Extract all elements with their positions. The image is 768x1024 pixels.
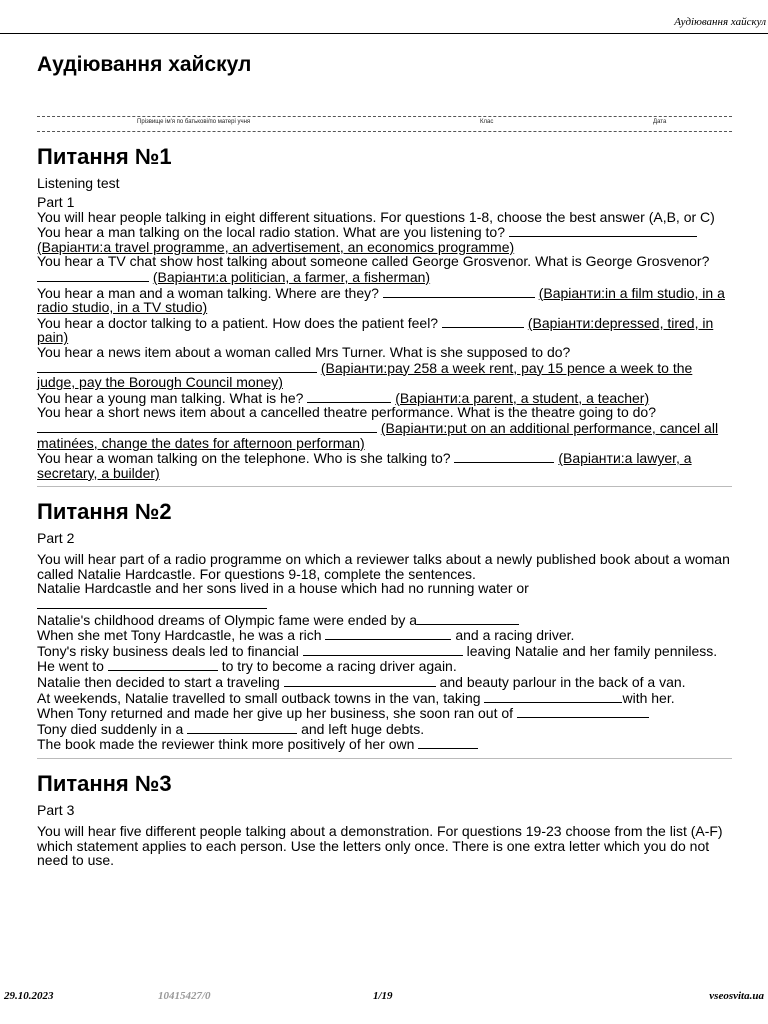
list-item <box>37 254 732 284</box>
answer-blank[interactable] <box>37 360 317 373</box>
answer-blank[interactable] <box>187 721 297 734</box>
question-divider <box>37 486 732 487</box>
sentence-start: When Tony returned and made her give up her business, she soon ran out of <box>37 705 514 722</box>
sentence-end: and left huge debts. <box>301 720 425 737</box>
sentence-end: and beauty parlour in the back of a van. <box>439 674 686 691</box>
running-header-title: Аудіювання хайскул <box>674 16 766 28</box>
answer-options: (Варіанти:a parent, a student, a teacher) <box>395 389 650 406</box>
answer-options: (Варіанти:pay 258 a week rent, pay 15 pence a week to the judge, pay the Borough Council money) <box>37 359 693 391</box>
sentence-start: He went to <box>37 658 104 675</box>
sentence-start: Tony's risky business deals led to financial <box>37 642 299 659</box>
answer-options: (Варіанти:a lawyer, a secretary, a builder) <box>37 450 692 481</box>
list-item <box>37 581 732 611</box>
answer-options: (Варіанти:a travel programme, an advertisement, an economics programme) <box>37 238 515 255</box>
student-name-label: Прізвище ім'я по батькові/по матері учня <box>137 119 251 125</box>
sentence-start: Tony died suddenly in a <box>37 720 184 737</box>
running-footer <box>0 988 768 1006</box>
answer-blank[interactable] <box>37 269 149 282</box>
question-title: Питання №3 <box>37 771 172 796</box>
list-item <box>37 405 732 450</box>
list-item <box>37 736 732 752</box>
answer-blank[interactable] <box>454 450 554 463</box>
item-question: You hear a man and a woman talking. Where are they? <box>37 284 379 301</box>
item-question: You hear a man talking on the local radio station. What are you listening to? <box>37 224 505 241</box>
answer-options: (Варіанти:put on an additional performance, cancel all matinées, change the dates for afternoon performan) <box>37 419 719 451</box>
item-question: You hear a doctor talking to a patient. How does the patient feel? <box>37 314 439 331</box>
answer-blank[interactable] <box>484 690 622 703</box>
answer-options: (Варіанти:a politician, a farmer, a fisherman) <box>152 268 431 285</box>
answer-blank[interactable] <box>417 612 519 625</box>
footer-page-number: 1/19 <box>373 990 393 1002</box>
answer-blank[interactable] <box>303 643 463 656</box>
part-label: Part 1 <box>37 194 75 210</box>
question-1 <box>37 144 732 487</box>
sentence-end: leaving Natalie and her family penniless. <box>466 642 718 659</box>
instructions: You will hear five different people talking about a demonstration. For questions 19-23 choose from the list (A-F) which statement applies to each person. Use the letters only once. There is one extra letter which you do not need to use. <box>37 823 723 869</box>
item-question: You hear a TV chat show host talking about someone called George Grosvenor. What is George Grosvenor? <box>37 253 710 270</box>
answer-options: (Варіанти:in a film studio, in a radio studio, in a TV studio) <box>37 284 725 316</box>
sentence-start: Natalie Hardcastle and her sons lived in a house which had no running water or <box>37 580 529 597</box>
answer-blank[interactable] <box>37 596 267 609</box>
item-question: You hear a woman talking on the telephone. Who is she talking to? <box>37 450 451 467</box>
question-title: Питання №2 <box>37 499 172 525</box>
student-info-bar <box>37 116 732 132</box>
list-item <box>37 450 732 480</box>
list-item <box>37 705 732 721</box>
document-body <box>37 50 732 868</box>
list-item <box>37 315 732 345</box>
sentence-start: When she met Tony Hardcastle, he was a rich <box>37 627 322 644</box>
question-title: Питання №1 <box>37 144 172 169</box>
footer-doc-code: 10415427/0 <box>158 990 211 1002</box>
answer-options: (Варіанти:depressed, tired, in pain) <box>37 314 714 346</box>
sentence-end: and a racing driver. <box>455 627 575 644</box>
list-item <box>37 345 732 390</box>
answer-blank[interactable] <box>517 705 649 718</box>
list-item <box>37 643 732 659</box>
date-label: Дата <box>653 119 667 125</box>
item-question: You hear a news item about a woman called Mrs Turner. What is she supposed to do? <box>37 343 571 360</box>
answer-blank[interactable] <box>307 390 391 403</box>
section-label: Listening test <box>37 175 120 191</box>
list-item <box>37 658 732 674</box>
sentence-start: The book made the reviewer think more positively of her own <box>37 736 415 753</box>
class-label: Клас <box>480 119 494 125</box>
footer-site: vseosvita.ua <box>709 990 764 1002</box>
footer-date: 29.10.2023 <box>4 990 54 1002</box>
list-item <box>37 612 732 628</box>
instructions: You will hear part of a radio programme on which a reviewer talks about a newly published book about a woman called Natalie Hardcastle. For questions 9-18, complete the sentences. <box>37 551 730 582</box>
instructions: You will hear people talking in eight different situations. For questions 1-8, choose the best answer (A,B, or C) <box>37 208 715 225</box>
list-item <box>37 690 732 706</box>
list-item <box>37 285 732 315</box>
sentence-end: with her. <box>622 689 675 706</box>
answer-blank[interactable] <box>418 736 478 749</box>
item-question: You hear a young man talking. What is he? <box>37 389 304 406</box>
part-label: Part 2 <box>37 530 75 547</box>
question-2 <box>37 499 732 759</box>
question-divider <box>37 758 732 759</box>
answer-blank[interactable] <box>37 420 377 433</box>
running-header <box>0 0 768 34</box>
answer-blank[interactable] <box>325 627 451 640</box>
sentence-start: Natalie's childhood dreams of Olympic fame were ended by a <box>37 611 418 628</box>
sentence-end: to try to become a racing driver again. <box>221 658 457 675</box>
list-item <box>37 627 732 643</box>
question-3 <box>37 771 732 868</box>
answer-blank[interactable] <box>509 224 697 237</box>
answer-blank[interactable] <box>442 315 524 328</box>
answer-blank[interactable] <box>383 285 535 298</box>
list-item <box>37 674 732 690</box>
document-title: Аудіювання хайскул <box>37 53 252 76</box>
item-question: You hear a short news item about a cancelled theatre performance. What is the theatre going to do? <box>37 404 656 421</box>
part-label: Part 3 <box>37 802 75 818</box>
list-item <box>37 224 732 254</box>
answer-blank[interactable] <box>284 674 436 687</box>
sentence-start: At weekends, Natalie travelled to small outback towns in the van, taking <box>37 689 481 706</box>
list-item <box>37 390 732 406</box>
sentence-start: Natalie then decided to start a traveling <box>37 674 280 691</box>
list-item <box>37 721 732 737</box>
answer-blank[interactable] <box>108 658 218 671</box>
